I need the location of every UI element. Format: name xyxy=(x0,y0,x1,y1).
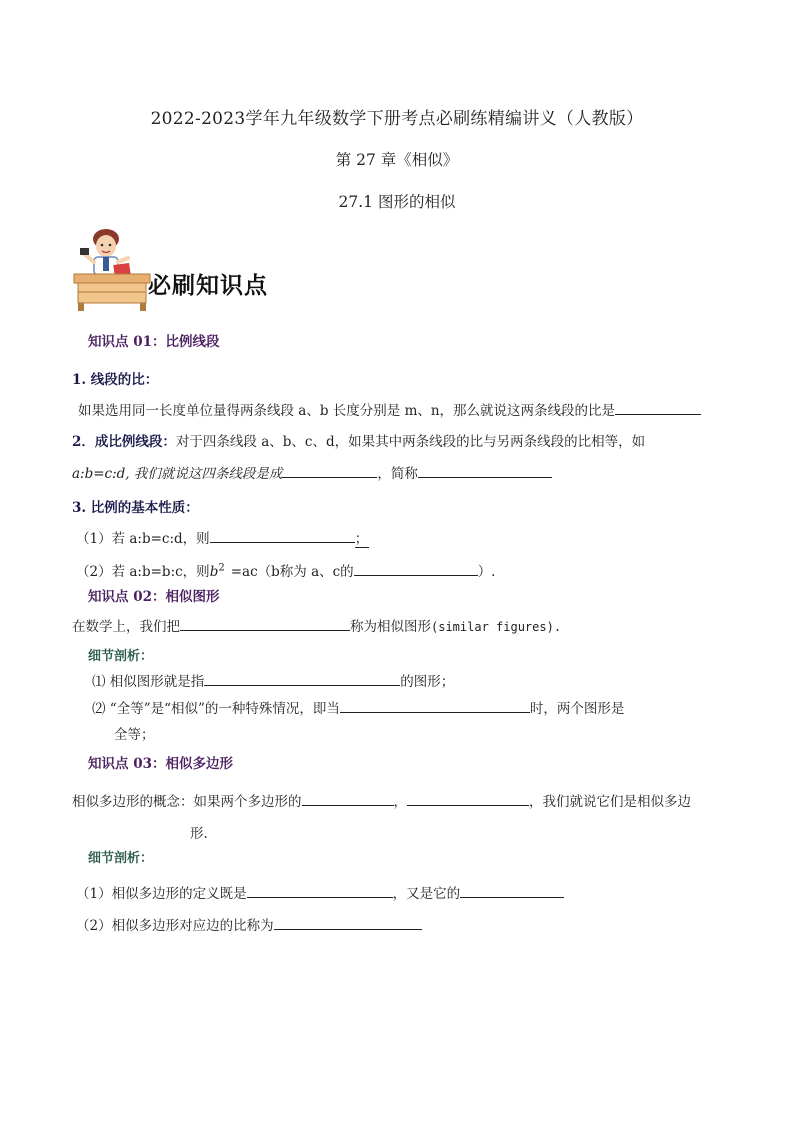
chapter-title: 第 27 章《相似》 xyxy=(335,151,459,169)
kp1-item1-text: 如果选用同一长度单位量得两条线段 a、b 长度分别是 m、n，那么就说这两条线段的比是 xyxy=(78,403,616,419)
kp1-item1-line xyxy=(78,399,701,419)
blank-9[interactable] xyxy=(302,792,394,806)
kp1-item2-label: 2．成比例线段： xyxy=(72,434,176,450)
teacher-desk-illustration xyxy=(72,226,152,312)
kp2-text-a: 在数学上，我们把 xyxy=(72,619,180,635)
kp1-item2-text2a: a:b=c:d, 我们就说这四条线段是成 xyxy=(72,466,283,482)
kp1-prop2-end: ）. xyxy=(477,564,496,580)
kp3-d1-mid: ，又是它的 xyxy=(392,886,461,902)
kp1-prop1-text: （1）若 a:b=c:d，则 xyxy=(76,531,210,547)
blank-13[interactable] xyxy=(274,916,422,930)
blank-2[interactable] xyxy=(282,464,377,478)
kp2-text-line xyxy=(72,615,561,635)
blank-4[interactable] xyxy=(210,529,355,543)
kp3-text-a: 相似多边形的概念：如果两个多边形的 xyxy=(72,794,302,810)
kp3-detail-1 xyxy=(76,882,564,902)
blank-12[interactable] xyxy=(460,884,564,898)
kp1-prop1-end: ； xyxy=(355,527,369,548)
kp3-detail-label: 细节剖析： xyxy=(88,851,154,866)
kp2-detail-2-cont: 全等； xyxy=(114,727,155,743)
kp2-text-b: 称为相似图形 xyxy=(350,619,431,635)
kp2-text-c: (similar figures). xyxy=(431,620,562,634)
blank-5[interactable] xyxy=(354,562,478,576)
blank-8[interactable] xyxy=(340,699,530,713)
kp2-detail-label: 细节剖析： xyxy=(88,649,154,664)
kp1-item2-text: 对于四条线段 a、b、c、d，如果其中两条线段的比与另两条线段的比相等，如 xyxy=(175,434,646,450)
kp1-item2-text2b: ，简称 xyxy=(377,466,418,482)
kp2-d2-text: ⑵ “全等”是“相似”的一种特殊情况，即当 xyxy=(92,701,340,717)
blank-11[interactable] xyxy=(247,884,393,898)
kp1-item1-label: 1. 线段的比： xyxy=(72,372,159,388)
kp3-text-cont: 形. xyxy=(190,826,208,842)
kp1-prop2-text: （2）若 a:b=b:c，则 xyxy=(76,564,210,580)
kp1-prop2-line xyxy=(76,560,495,580)
kp3-d1-text: （1）相似多边形的定义既是 xyxy=(76,886,247,902)
kp3-detail-2 xyxy=(76,914,422,934)
kp3-text-line xyxy=(72,790,691,810)
kp1-item2-line xyxy=(72,430,645,450)
kp2-d2-end: 时，两个图形是 xyxy=(529,701,625,717)
document-title: 2022-2023学年九年级数学下册考点必刷练精编讲义（人教版） xyxy=(150,109,644,129)
blank-6[interactable] xyxy=(180,617,350,631)
kp3-d2-text: （2）相似多边形对应边的比称为 xyxy=(76,918,274,934)
kp1-prop2-b: b xyxy=(209,564,219,580)
kp1-prop2-exp: 2 xyxy=(218,562,225,574)
blank-7[interactable] xyxy=(204,672,400,686)
kp3-heading: 知识点 03：相似多边形 xyxy=(88,756,233,772)
kp1-prop1-line xyxy=(76,527,369,548)
kp1-heading: 知识点 01：比例线段 xyxy=(88,334,220,350)
blank-10[interactable] xyxy=(407,792,529,806)
kp2-detail-1 xyxy=(92,670,454,690)
kp2-detail-2 xyxy=(92,697,624,717)
kp1-item2-line2 xyxy=(72,462,552,482)
section-title: 27.1 图形的相似 xyxy=(338,193,456,211)
kp3-text-c: ，我们就说它们是相似多边 xyxy=(529,794,691,810)
banner-label: 必刷知识点 xyxy=(148,273,268,299)
blank-1[interactable] xyxy=(615,401,701,415)
kp3-text-b: ， xyxy=(393,794,407,810)
kp1-item3-label: 3. 比例的基本性质： xyxy=(72,500,199,516)
kp2-d1-end: 的图形； xyxy=(400,674,455,690)
blank-3[interactable] xyxy=(418,464,552,478)
kp2-d1-text: ⑴ 相似图形就是指 xyxy=(92,674,205,690)
kp1-prop2-eq: =ac（b称为 a、c的 xyxy=(230,564,354,580)
kp2-heading: 知识点 02：相似图形 xyxy=(88,589,220,605)
